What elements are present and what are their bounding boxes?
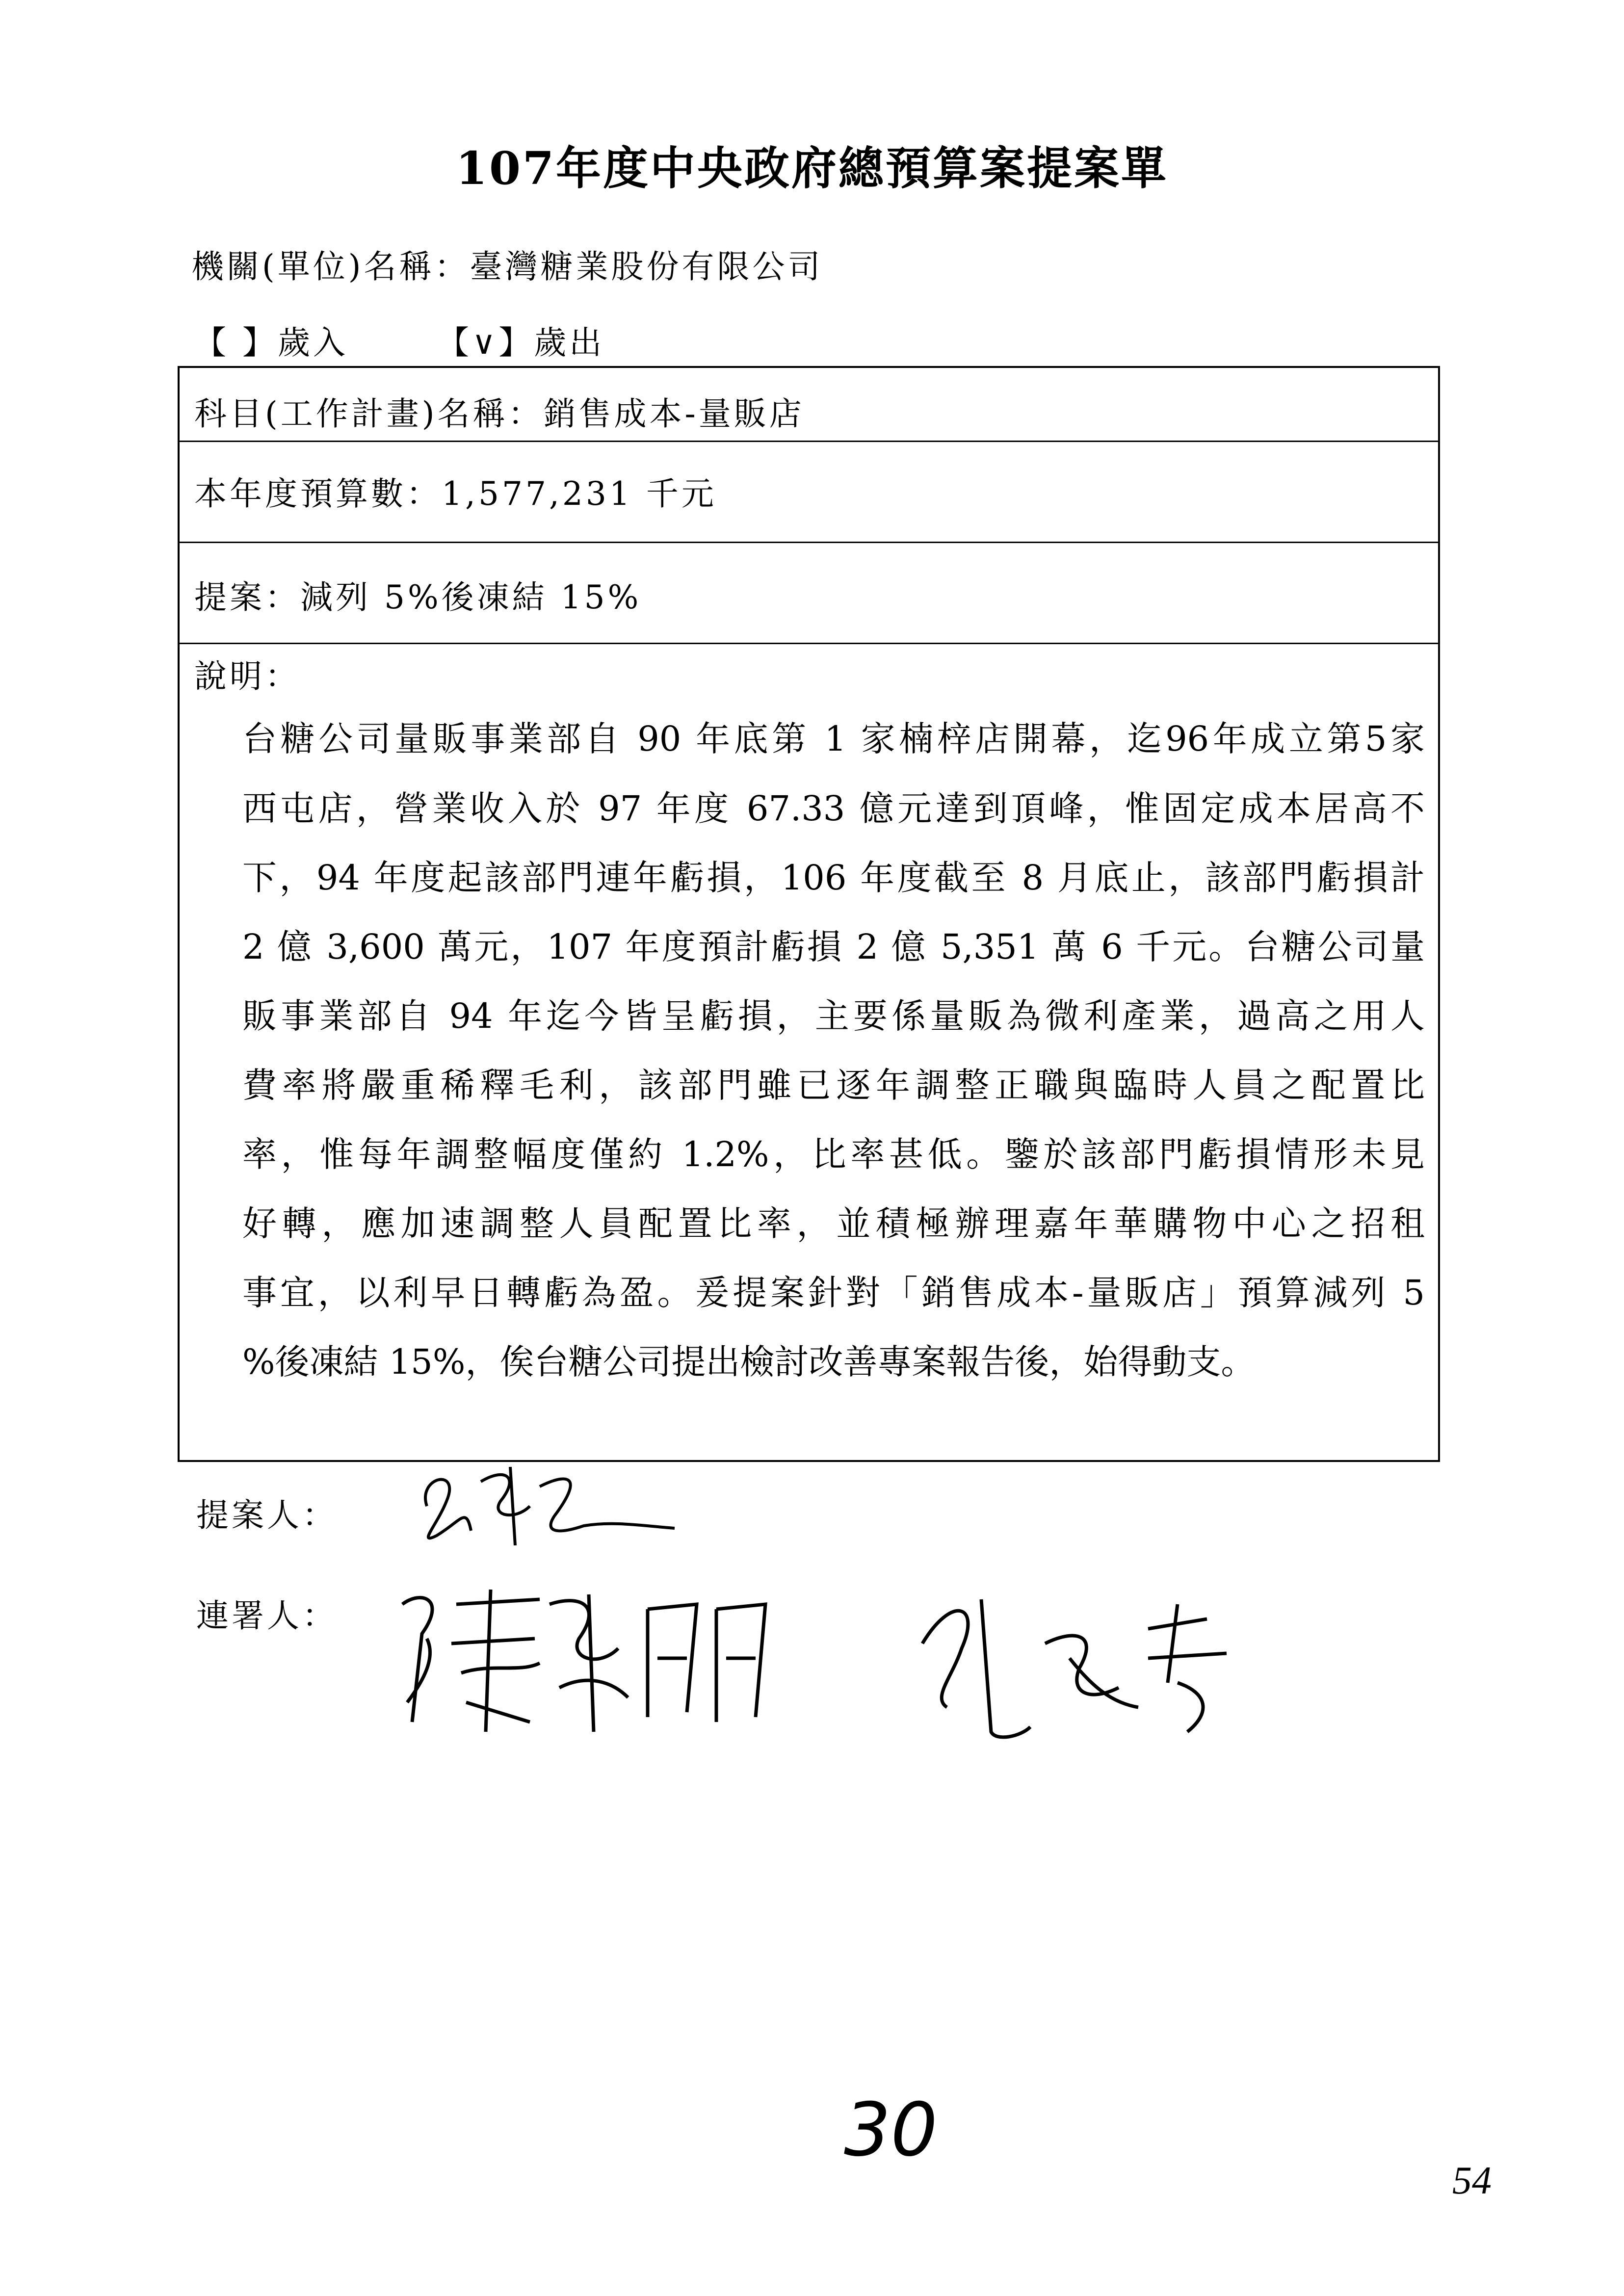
explanation-section xyxy=(180,643,1438,1460)
explanation-line: 販事業部自 94 年迄今皆呈虧損，主要係量販為微利產業，過高之用人 xyxy=(242,996,1425,1036)
explanation-line: %後凍結 15%，俟台糖公司提出檢討改善專案報告後，始得動支。 xyxy=(242,1342,1256,1382)
document-title: 107年度中央政府總預算案提案單 xyxy=(455,142,1169,195)
explanation-label: 說明： xyxy=(194,657,300,695)
budget-amount: 本年度預算數：1,577,231 千元 xyxy=(194,475,717,513)
explanation-line: 西屯店，營業收入於 97 年度 67.33 億元達到頂峰，惟固定成本居高不 xyxy=(242,788,1425,829)
budget-row xyxy=(180,441,1438,543)
expenditure-checkbox: 【∨】歲出 xyxy=(437,324,605,362)
proposer-label: 提案人： xyxy=(196,1496,338,1534)
subject-row xyxy=(180,368,1438,442)
handwritten-page-number: 30 xyxy=(844,2087,938,2173)
proposal-table xyxy=(178,366,1440,1462)
cosigner-signature xyxy=(393,1575,814,1737)
explanation-line: 事宜，以利早日轉虧為盈。爰提案針對「銷售成本-量販店」預算減列 5 xyxy=(242,1273,1425,1313)
explanation-line: 率，惟每年調整幅度僅約 1.2%，比率甚低。鑒於該部門虧損情形未見 xyxy=(242,1134,1425,1174)
subject-name: 科目(工作計畫)名稱：銷售成本-量販店 xyxy=(194,395,805,433)
revenue-checkbox: 【 】歲入 xyxy=(194,324,348,362)
proposer-signature xyxy=(407,1447,682,1575)
explanation-line: 好轉，應加速調整人員配置比率，並積極辦理嘉年華購物中心之招租 xyxy=(242,1203,1425,1244)
explanation-line: 2 億 3,600 萬元，107 年度預計虧損 2 億 5,351 萬 6 千元。台糖公司量 xyxy=(242,927,1425,967)
explanation-line: 台糖公司量販事業部自 90 年底第 1 家楠梓店開幕，迄96年成立第5家 xyxy=(242,719,1425,759)
corner-page-number: 54 xyxy=(1452,2159,1492,2202)
cosigner-signature xyxy=(913,1585,1256,1747)
proposal-row xyxy=(180,542,1438,644)
agency-name: 機關(單位)名稱：臺灣糖業股份有限公司 xyxy=(191,248,823,286)
proposal-text: 提案：減列 5%後凍結 15% xyxy=(194,578,642,616)
cosigner-label: 連署人： xyxy=(196,1597,338,1635)
explanation-line: 下，94 年度起該部門連年虧損，106 年度截至 8 月底止，該部門虧損計 xyxy=(242,858,1425,898)
explanation-line: 費率將嚴重稀釋毛利，該部門雖已逐年調整正職與臨時人員之配置比 xyxy=(242,1065,1425,1105)
